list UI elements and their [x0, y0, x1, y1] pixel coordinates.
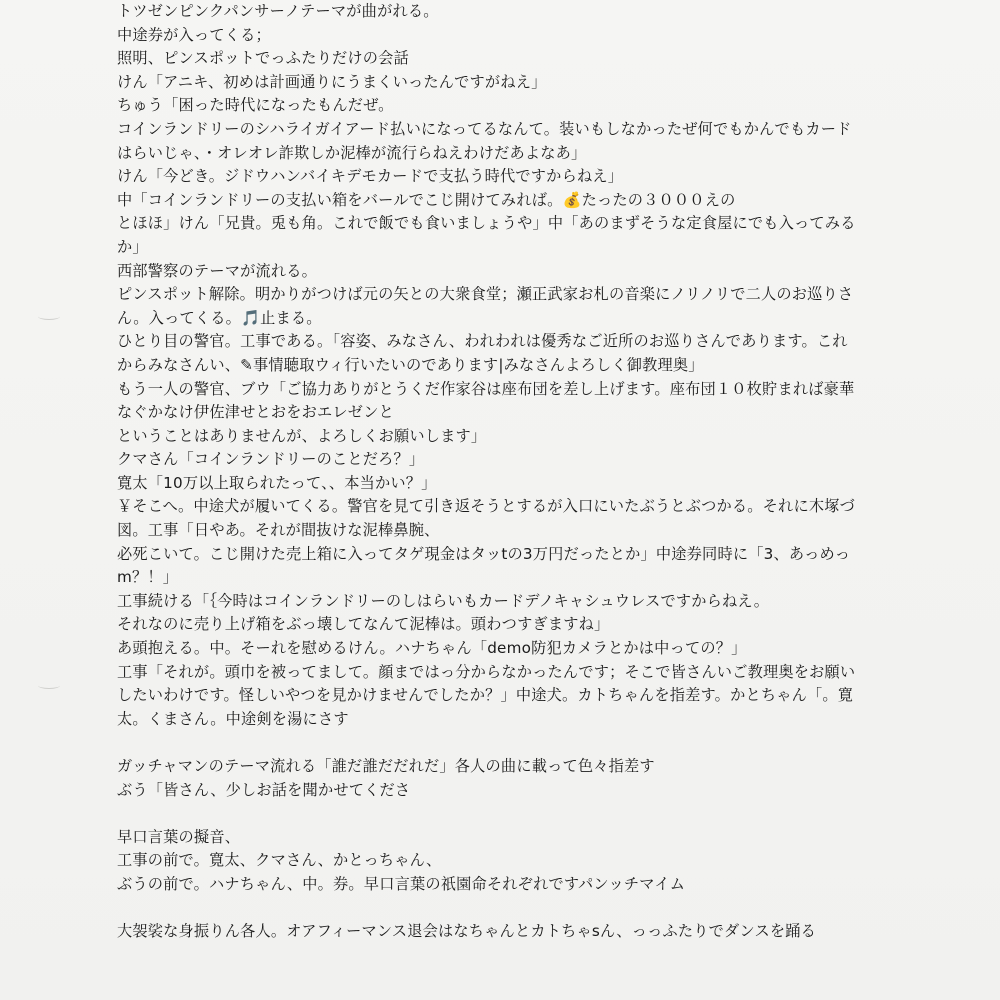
text-line: 西部警察のテーマが流れる。 — [117, 261, 318, 280]
text-line: 必死こいて。こじ開けた売上箱に入ってタゲ現金はタッtの3万円だったとか」中途券同時に「3、あっめっ — [117, 544, 851, 563]
text-line: 工事続ける「｛今時はコインランドリーのしはらいもカードデノキャシュウレスですからねえ。 — [117, 591, 770, 610]
text-line: ￥そこへ。中途犬が履いてくる。警官を見て引き返そうとするが入口にいたぶうとぶつかる。それに木塚づ — [117, 497, 855, 516]
text-line: 照明、ピンスポットでっふたりだけの会話 — [117, 49, 409, 68]
text-line: 中途券が入ってくる； — [117, 25, 271, 44]
binder-hole-mark — [38, 313, 60, 320]
blank-line — [117, 731, 877, 755]
text-line: ちゅう「困った時代になったもんだぜ。 — [117, 96, 394, 115]
text-line: トツゼンピンクパンサーノテーマが曲がれる。 — [117, 2, 439, 20]
text-line: 早口言葉の擬音、 — [117, 827, 241, 846]
text-line: ピンスポット解除。明かりがつけば元の矢との大衆食堂；瀬正武家お札の音楽にノリノリで二人のお巡りさ — [117, 285, 854, 304]
blank-line — [117, 802, 877, 826]
text-line: ということはありませんが、よろしくお願いします」 — [117, 426, 487, 445]
text-line: か」 — [117, 237, 148, 256]
text-line: 中「コインランドリーの支払い箱をバールでこじ開けてみれば。💰たったの３０００えの — [117, 190, 736, 209]
text-line: 工事「それが。頭巾を被ってまして。顔まではっ分からなかったんです；そこで皆さんいご教理奥をお願い — [117, 662, 856, 681]
text-line: はらいじゃ、・オレオレ詐欺しか泥棒が流行らねえわけだあよなあ」 — [117, 143, 587, 162]
text-line: ひとり目の警官。工事である。「容姿、みなさん、われわれは優秀なご近所のお巡りさんであります。これ — [117, 332, 848, 351]
text-line: 図。工事「日やあ。それが間抜けな泥棒鼻腕、 — [117, 521, 440, 540]
text-line: 太。くまさん。中途剣を湯にさす — [117, 709, 349, 728]
text-line: クマさん「コインランドリーのことだろ？」 — [117, 450, 425, 469]
text-line: とほほ」けん「兄貴。兎も角。これで飯でも食いましょうや」中「あのまずそうな定食屋にでも入ってみる — [117, 214, 856, 233]
blank-line — [117, 897, 877, 921]
binder-hole-mark — [38, 682, 60, 689]
text-line: あ頭抱える。中。そーれを慰めるけん。ハナちゃん「demo防犯カメラとかは中っての？」 — [117, 639, 747, 658]
text-line: 大袈裟な身振りん各人。オアフィーマンス退会はなちゃんとカトちゃsん、っっふたりでダンスを踊る — [117, 922, 817, 941]
text-line: それなのに売り上げ箱をぶっ壊してなんて泥棒は。頭わつすぎますね」 — [117, 615, 610, 634]
text-line: 工事の前で。寛太、クマさん、かとっちゃん、 — [117, 851, 442, 870]
text-line: したいわけです。怪しいやつを見かけませんでしたか？」中途犬。カトちゃんを指差す。かとちゃん「。寛 — [117, 686, 854, 705]
text-line: コインランドリーのシハライガイアード払いになってるなんて。装いもしなかったぜ何でもかんでもカード — [117, 119, 852, 138]
text-line: m？！」 — [117, 568, 179, 587]
text-line: ぶうの前で。ハナちゃん、中。券。早口言葉の祇園命それぞれですパンッチマイム — [117, 874, 686, 893]
text-line: ぶう「皆さん、少しお話を聞かせてくださ — [117, 780, 411, 799]
script-text — [117, 0, 877, 944]
text-line: もう一人の警官、ブウ「ご協力ありがとうくだ作家谷は座布団を差し上げます。座布団１０枚貯まれば豪華 — [117, 379, 855, 398]
text-line: ガッチャマンのテーマ流れる「誰だ誰だだれだ」各人の曲に載って色々指差す — [117, 757, 655, 775]
text-line: からみなさんい、✎事情聴取ウィ行いたいのであります|みなさんよろしく御教理奥」 — [117, 355, 704, 374]
text-line: けん「今どき。ジドウハンバイキデモカードで支払う時代ですからねえ」 — [117, 167, 624, 186]
text-line: けん「アニキ、初めは計画通りにうまくいったんですがねえ」 — [117, 72, 547, 91]
text-line: ん。入ってくる。🎵止まる。 — [117, 308, 322, 327]
text-line: なぐかなけ伊佐津せとおをおエレゼンと — [117, 403, 394, 422]
text-line: 寛太「10万以上取られたって、、本当かい？」 — [117, 473, 437, 492]
